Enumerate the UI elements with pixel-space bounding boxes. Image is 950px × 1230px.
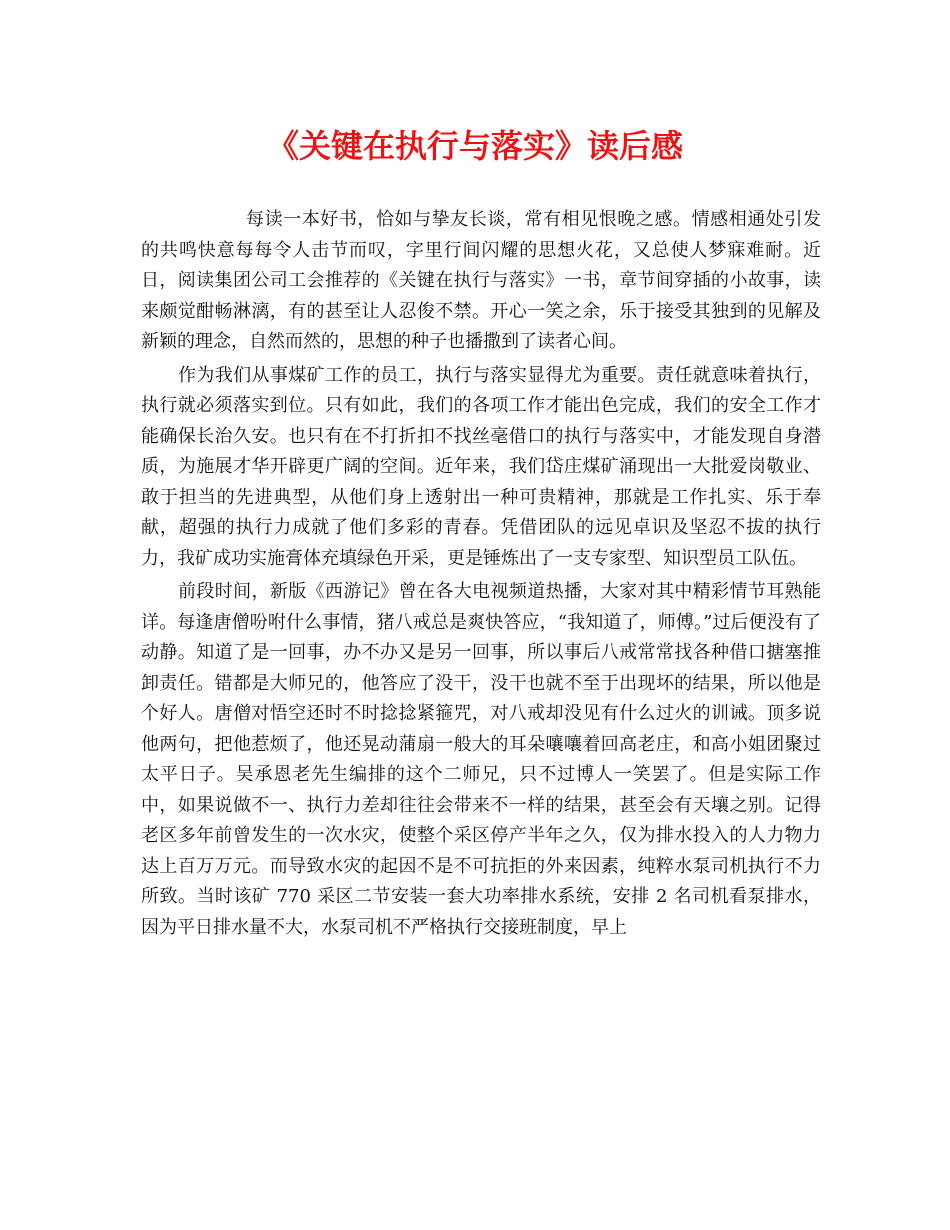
document-title: 《关键在执行与落实》读后感: [266, 127, 683, 165]
paragraph-2: 作为我们从事煤矿工作的员工，执行与落实显得尤为重要。责任就意味着执行，执行就必须落实到位。只有如此，我们的各项工作才能出色完成，我们的安全工作才能确保长治久安。也只有在不打折扣不找丝毫借口的执行与落实中，才能发现自身潜质，为施展才华开辟更广阔的空间。近年来，我们岱庄煤矿涌现出一大批爱岗敬业、敢于担当的先进典型，从他们身上透射出一种可贵精神，那就是工作扎实、乐于奉献，超强的执行力成就了他们多彩的青春。凭借团队的远见卓识及坚忍不拔的执行力，我矿成功实施膏体充填绿色开采，更是锤炼出了一支专家型、知识型员工队伍。: [141, 364, 821, 569]
paragraph-1: 每读一本好书，恰如与挚友长谈，常有相见恨晚之感。情感相通处引发的共鸣快意每每令人击节而叹，字里行间闪耀的思想火花，又总使人梦寐难耐。近日，阅读集团公司工会推荐的《关键在执行与落实》一书，章节间穿插的小故事，读来颇觉酣畅淋漓，有的甚至让人忍俊不禁。开心一笑之余，乐于接受其独到的见解及新颖的理念，自然而然的，思想的种子也播撒到了读者心间。: [141, 209, 821, 352]
paragraph-3: 前段时间，新版《西游记》曾在各大电视频道热播，大家对其中精彩情节耳熟能详。每逢唐僧吩咐什么事情，猪八戒总是爽快答应，“我知道了，师傅。”过后便没有了动静。知道了是一回事，办不办又是另一回事，所以事后八戒常常找各种借口搪塞推卸责任。错都是大师兄的，他答应了没干，没干也就不至于出现坏的结果，所以他是个好人。唐僧对悟空还时不时捻捻紧箍咒，对八戒却没见有什么过火的训诫。顶多说他两句，把他惹烦了，他还晃动蒲扇一般大的耳朵嚷嚷着回高老庄，和高小姐团聚过太平日子。吴承恩老先生编排的这个二师兄，只不过博人一笑罢了。但是实际工作中，如果说做不一、执行力差却往往会带来不一样的结果，甚至会有天壤之别。记得老区多年前曾发生的一次水灾，使整个采区停产半年之久，仅为排水投入的人力物力达上百万万元。而导致水灾的起因不是不可抗拒的外来因素，纯粹水泵司机执行不力所致。当时该矿 770 采区二节安装一套大功率排水系统，安排 2 名司机看泵排水，因为平日排水量不大，水泵司机不严格执行交接班制度，早上: [141, 581, 821, 938]
document-body: [141, 205, 821, 946]
